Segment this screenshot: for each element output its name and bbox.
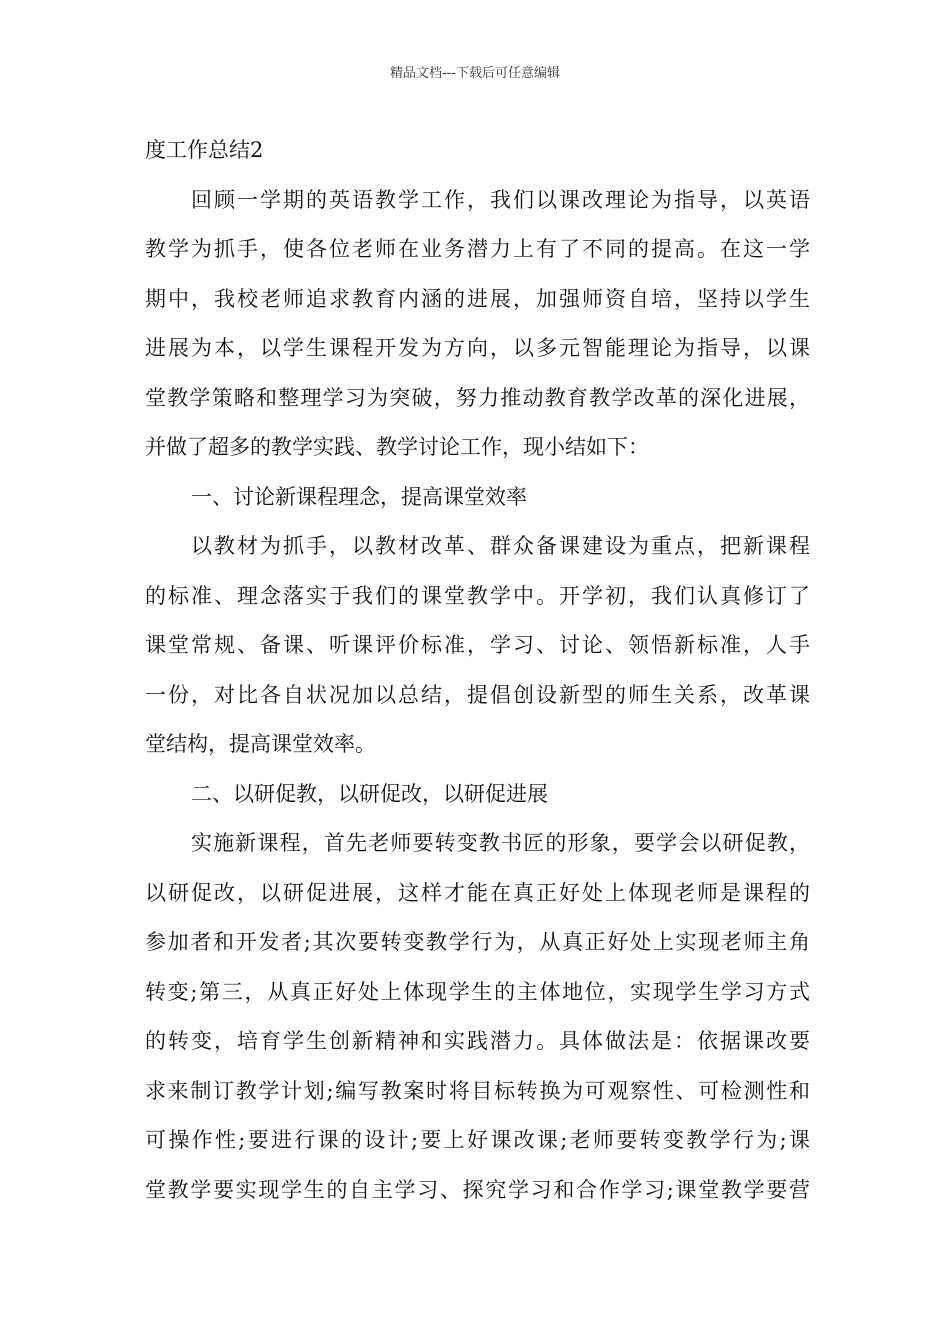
- section-heading: 二、以研促教，以研促改，以研促进展: [191, 781, 548, 806]
- document-line: 回顾一学期的英语教学工作，我们以课改理论为指导，以英语: [191, 187, 810, 212]
- document-line: 堂教学要实现学生的自主学习、探究学习和合作学习;课堂教学要营: [145, 1177, 810, 1202]
- document-line: 堂结构，提高课堂效率。: [145, 732, 376, 756]
- document-line: 教学为抓手，使各位老师在业务潜力上有了不同的提高。在这一学: [145, 237, 810, 261]
- document-line: 参加者和开发者;其次要转变教学行为，从真正好处上实现老师主角: [145, 930, 810, 954]
- document-line: 实施新课程，首先老师要转变教书匠的形象，要学会以研促教，: [191, 831, 810, 855]
- document-line: 一份，对比各自状况加以总结，提倡创设新型的师生关系，改革课: [145, 682, 810, 707]
- document-body: [145, 126, 810, 1215]
- document-line: 可操作性;要进行课的设计;要上好课改课;老师要转变教学行为;课: [145, 1128, 810, 1152]
- document-line: 课堂常规、备课、听课评价标准，学习、讨论、领悟新标准，人手: [145, 633, 810, 657]
- document-line: 的标准、理念落实于我们的课堂教学中。开学初，我们认真修订了: [145, 583, 810, 608]
- document-line: 期中，我校老师追求教育内涵的进展，加强师资自培，坚持以学生: [145, 286, 810, 311]
- document-line: 堂教学策略和整理学习为突破，努力推动教育教学改革的深化进展，: [145, 385, 810, 410]
- document-line: 的转变，培育学生创新精神和实践潜力。具体做法是：依据课改要: [145, 1029, 810, 1053]
- page-header: 精品文档---下载后可任意编辑: [389, 66, 561, 81]
- document-line: 进展为本，以学生课程开发为方向，以多元智能理论为指导，以课: [145, 336, 810, 360]
- document-line: 以教材为抓手，以教材改革、群众备课建设为重点，把新课程: [191, 534, 810, 558]
- document-line: 转变;第三，从真正好处上体现学生的主体地位，实现学生学习方式: [145, 979, 810, 1004]
- document-line: 求来制订教学计划;编写教案时将目标转换为可观察性、可检测性和: [145, 1078, 810, 1103]
- section-heading: 一、讨论新课程理念，提高课堂效率: [191, 484, 527, 509]
- document-line: 度工作总结2: [145, 138, 264, 162]
- document-line: 并做了超多的教学实践、教学讨论工作，现小结如下：: [145, 435, 649, 459]
- document-line: 以研促改，以研促进展，这样才能在真正好处上体现老师是课程的: [145, 880, 810, 905]
